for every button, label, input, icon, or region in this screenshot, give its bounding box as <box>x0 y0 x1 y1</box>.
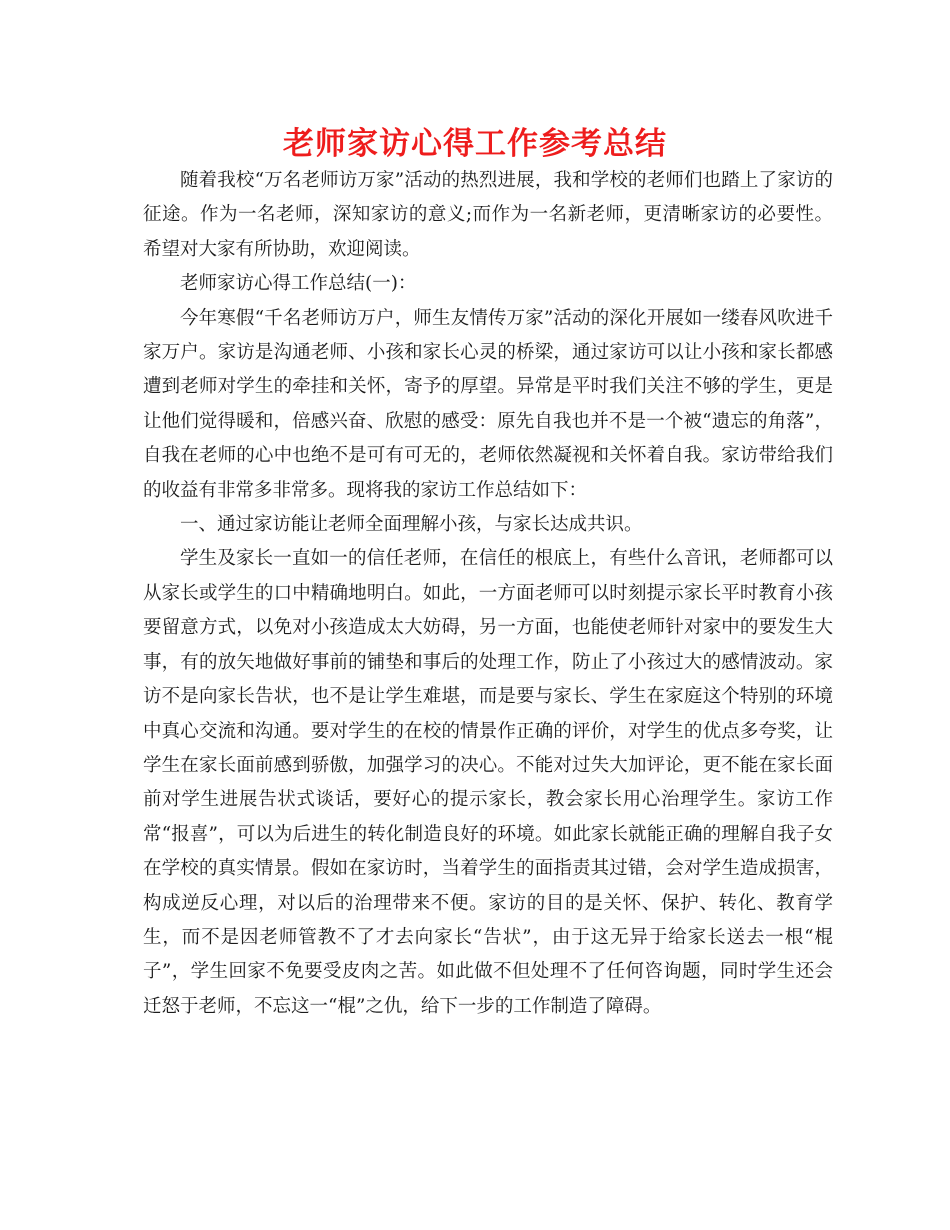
paragraph-summary: 今年寒假“千名老师访万户，师生友情传万家”活动的深化开展如一缕春风吹进千家万户。家访是沟通老师、小孩和家长心灵的桥梁，通过家访可以让小孩和家长都感遭到老师对学生的牵挂和关怀，寄予的厚望。异常是平时我们关注不够的学生，更是让他们觉得暖和，倍感兴奋、欣慰的感受：原先自我也并不是一个被“遗忘的角落”，自我在老师的心中也绝不是可有可无的，老师依然凝视和关怀着自我。家访带给我们的收益有非常多非常多。现将我的家访工作总结如下： <box>143 307 833 501</box>
section-heading: 老师家访心得工作总结(一)： <box>180 273 417 295</box>
document-body <box>143 164 833 1024</box>
paragraph-detail: 学生及家长一直如一的信任老师，在信任的根底上，有些什么音讯，老师都可以从家长或学生的口中精确地明白。如此，一方面老师可以时刻提示家长平时教育小孩要留意方式，以免对小孩造成太大妨碍，另一方面，也能使老师针对家中的要发生大事，有的放矢地做好事前的铺垫和事后的处理工作，防止了小孩过大的感情波动。家访不是向家长告状，也不是让学生难堪，而是要与家长、学生在家庭这个特别的环境中真心交流和沟通。要对学生的在校的情景作正确的评价，对学生的优点多夸奖，让学生在家长面前感到骄傲，加强学习的决心。不能对过失大加评论，更不能在家长面前对学生进展告状式谈话，要好心的提示家长，教会家长用心治理学生。家访工作常“报喜”，可以为后进生的转化制造良好的环境。如此家长就能正确的理解自我子女在学校的真实情景。假如在家访时，当着学生的面指责其过错，会对学生造成损害，构成逆反心理，对以后的治理带来不便。家访的目的是关怀、保护、转化、教育学生，而不是因老师管教不了才去向家长“告状”，由于这无异于给家长送去一根“棍子”，学生回家不免要受皮肉之苦。如此做不但处理不了任何咨询题，同时学生还会迁怒于老师，不忘这一“棍”之仇，给下一步的工作制造了障碍。 <box>143 548 833 1017</box>
section-point-one: 一、通过家访能让老师全面理解小孩，与家长达成共识。 <box>180 514 643 536</box>
paragraph-intro: 随着我校“万名老师访万家”活动的热烈进展，我和学校的老师们也踏上了家访的征途。作为一名老师，深知家访的意义;而作为一名新老师，更清晰家访的必要性。希望对大家有所协助，欢迎阅读。 <box>143 170 833 260</box>
document-title: 老师家访心得工作参考总结 <box>283 126 667 162</box>
